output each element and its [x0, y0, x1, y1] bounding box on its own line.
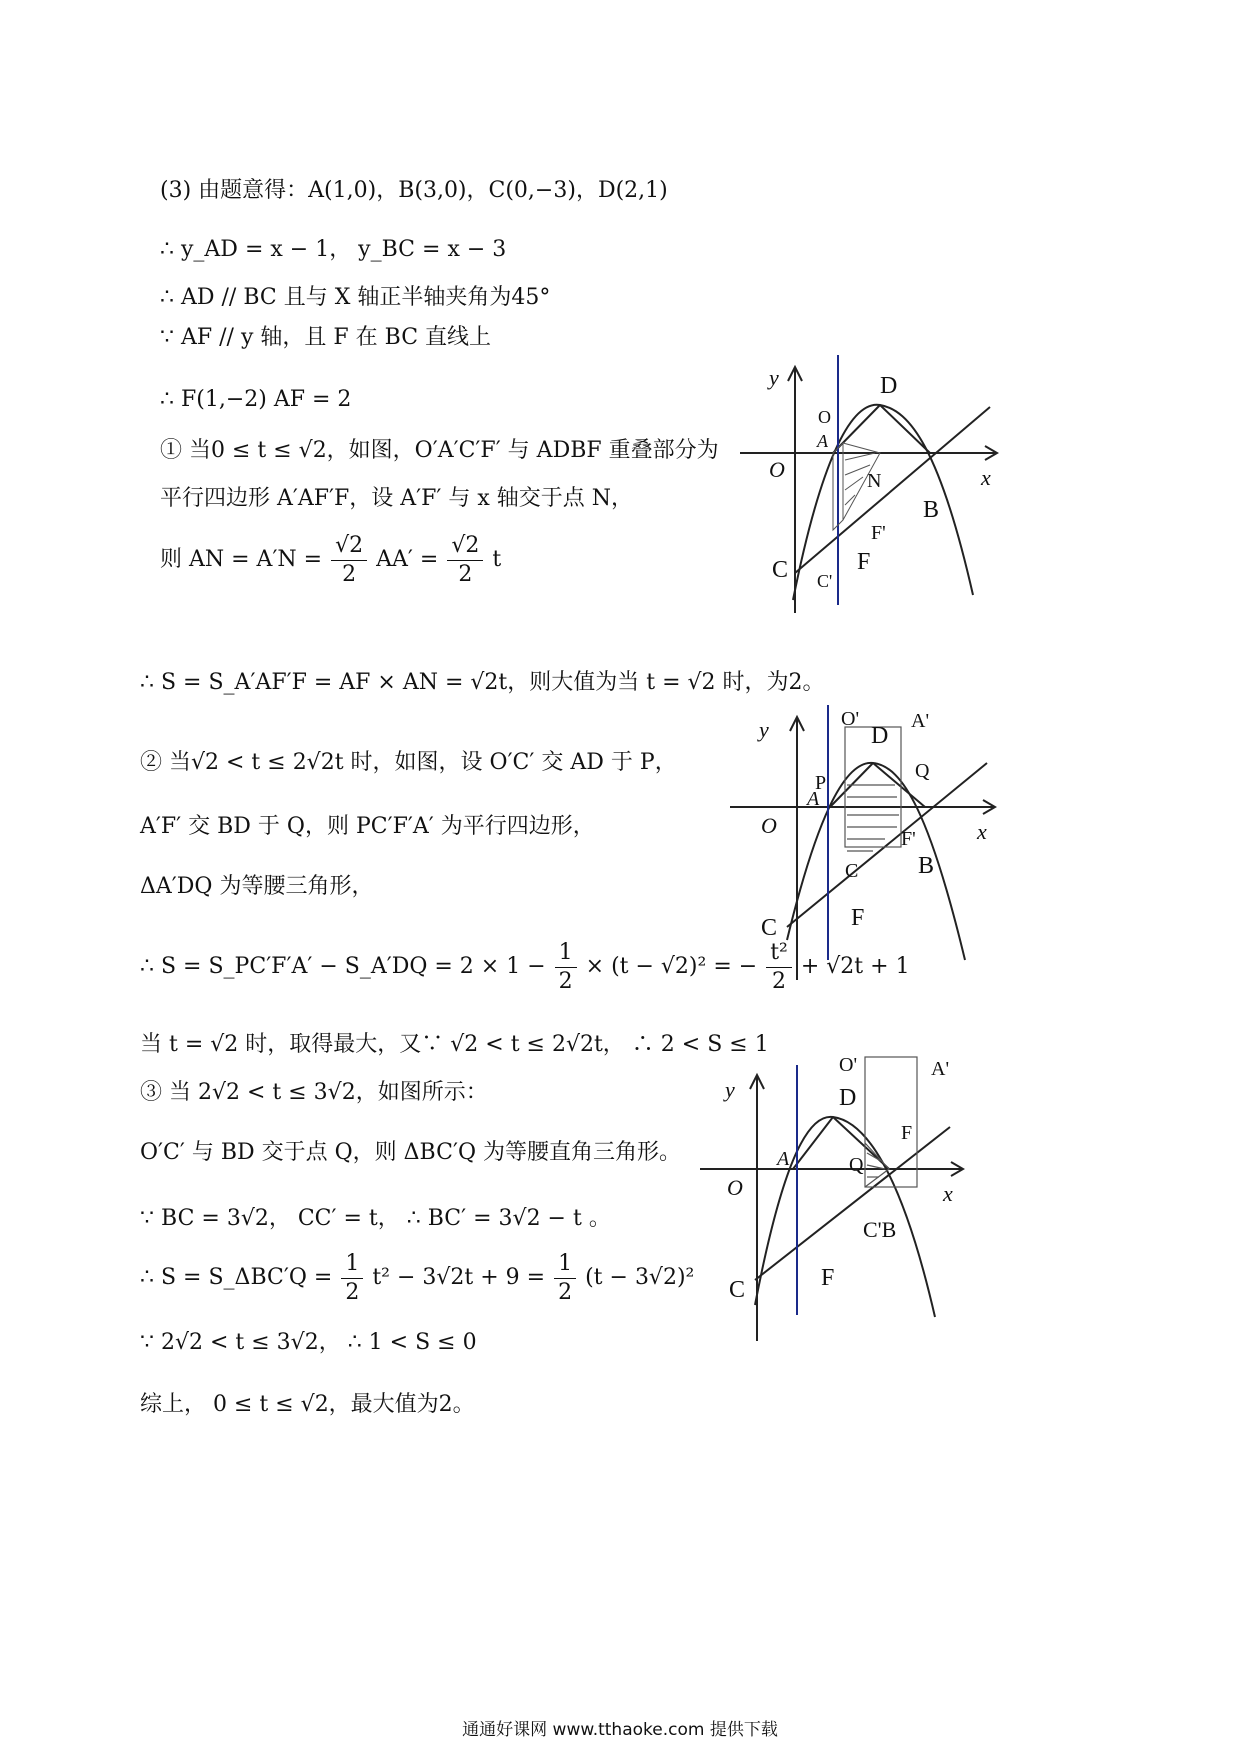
- label-o-prime: O: [818, 407, 831, 427]
- denominator: 2: [342, 561, 357, 587]
- label-y: y: [759, 717, 769, 742]
- case3-triangle: O′C′ 与 BD 交于点 Q，则 ΔBC′Q 为等腰直角三角形。: [140, 1140, 681, 1165]
- label-q: Q: [915, 760, 930, 782]
- label-x: x: [943, 1181, 953, 1206]
- figure-case3: [695, 1045, 980, 1345]
- label-c-prime: C: [845, 860, 859, 882]
- label-c: C: [772, 557, 789, 583]
- label-x: x: [977, 819, 987, 844]
- case1-area: ∴ S = S_A′AF′F = AF × AN = √2t，则大值为当 t = √2 时，为2。: [140, 670, 825, 695]
- af-parallel-statement: ∵ AF // y 轴，且 F 在 BC 直线上: [160, 325, 492, 350]
- case3-area-formula: [140, 1246, 694, 1310]
- label-origin: O: [727, 1175, 743, 1200]
- label-a: A: [817, 431, 828, 451]
- label-d: D: [839, 1085, 857, 1111]
- label-n: N: [867, 470, 882, 492]
- formula-suffix: (t − 3√2)²: [585, 1265, 695, 1290]
- point-f-statement: ∴ F(1,−2) AF = 2: [160, 387, 352, 412]
- formula-middle: AA′ =: [376, 547, 439, 572]
- numerator: 1: [555, 939, 577, 968]
- denominator: 2: [345, 1279, 360, 1305]
- fraction: [554, 1250, 576, 1307]
- numerator: √2: [447, 532, 483, 561]
- hatch-line: [845, 453, 875, 460]
- formula-prefix: ∴ S = S_ΔBC′Q =: [140, 1265, 333, 1290]
- line-equations: ∴ y_AD = x − 1， y_BC = x − 3: [160, 237, 507, 262]
- label-b: B: [918, 853, 935, 879]
- formula-middle: t² − 3√2t + 9 =: [372, 1265, 546, 1290]
- case2-triangle: ΔA′DQ 为等腰三角形，: [140, 874, 374, 899]
- label-d: D: [880, 373, 898, 399]
- label-c-prime: C': [817, 571, 833, 591]
- label-c-prime-b: C'B: [863, 1217, 897, 1242]
- label-q: Q: [849, 1154, 864, 1176]
- denominator: 2: [558, 1279, 573, 1305]
- formula-suffix: t: [492, 547, 502, 572]
- fraction: [331, 532, 367, 589]
- fraction: [341, 1250, 363, 1307]
- label-c: C: [729, 1277, 746, 1303]
- label-b: B: [923, 497, 940, 523]
- label-origin: O: [769, 457, 785, 482]
- fraction: [555, 939, 577, 996]
- denominator: 2: [772, 968, 787, 994]
- formula-middle: × (t − √2)² = −: [585, 954, 758, 979]
- label-f-prime: F: [901, 1122, 913, 1144]
- case3-heading: ③ 当 2√2 < t ≤ 3√2，如图所示：: [140, 1080, 488, 1105]
- label-a-prime: A': [911, 710, 930, 732]
- parabola: [755, 1117, 935, 1317]
- label-y: y: [725, 1077, 735, 1102]
- step3-given-points: (3) 由题意得：A(1,0)，B(3,0)，C(0,−3)，D(2,1): [160, 178, 668, 203]
- label-o-prime: O': [839, 1054, 858, 1076]
- fraction: [447, 532, 483, 589]
- label-x: x: [981, 465, 991, 490]
- case1-parallelogram: 平行四边形 A′AF′F，设 A′F′ 与 x 轴交于点 N，: [160, 486, 634, 511]
- parallel-statement: ∴ AD // BC 且与 X 轴正半轴夹角为45°: [160, 285, 551, 310]
- label-f: F: [821, 1265, 835, 1291]
- line-db: [880, 405, 930, 453]
- footer-source: 通通好课网 www.tthaoke.com 提供下载: [462, 1720, 778, 1740]
- label-a: A: [807, 788, 820, 810]
- case2-parallelogram: A′F′ 交 BD 于 Q，则 PC′F′A′ 为平行四边形，: [140, 814, 595, 839]
- figure-case1: [735, 355, 1010, 620]
- label-a: A: [777, 1148, 790, 1170]
- numerator: 1: [554, 1250, 576, 1279]
- label-a-prime: A': [931, 1058, 950, 1080]
- formula-suffix: + √2t + 1: [800, 954, 910, 979]
- formula-prefix: ∴ S = S_PC′F′A′ − S_A′DQ = 2 × 1 −: [140, 954, 546, 979]
- case2-max: 当 t = √2 时，取得最大，又∵ √2 < t ≤ 2√2t， ∴ 2 < S ≤ 1: [140, 1032, 769, 1057]
- numerator: √2: [331, 532, 367, 561]
- case1-an-formula: [160, 530, 501, 590]
- label-y: y: [769, 365, 779, 390]
- case3-lengths: ∵ BC = 3√2， CC′ = t， ∴ BC′ = 3√2 − t 。: [140, 1206, 611, 1231]
- label-p: P: [815, 772, 827, 794]
- label-f-prime: F': [901, 828, 916, 850]
- numerator: 1: [341, 1250, 363, 1279]
- label-c: C: [761, 915, 778, 941]
- formula-prefix: 则 AN = A′N =: [160, 547, 323, 572]
- label-f-prime: F': [871, 522, 886, 544]
- label-f: F: [851, 905, 865, 931]
- conclusion: 综上， 0 ≤ t ≤ √2，最大值为2。: [140, 1392, 475, 1417]
- label-f: F: [857, 549, 871, 575]
- case2-heading: ② 当√2 < t ≤ 2√2t 时，如图，设 O′C′ 交 AD 于 P，: [140, 750, 677, 775]
- label-origin: O: [761, 813, 777, 838]
- figure-case2: [725, 705, 1015, 985]
- denominator: 2: [458, 561, 473, 587]
- numerator: t²: [766, 939, 792, 968]
- label-o-prime: O': [841, 708, 860, 730]
- case1-heading: ① 当0 ≤ t ≤ √2，如图，O′A′C′F′ 与 ADBF 重叠部分为: [160, 438, 719, 463]
- case3-range: ∵ 2√2 < t ≤ 3√2， ∴ 1 < S ≤ 0: [140, 1330, 477, 1355]
- denominator: 2: [558, 968, 573, 994]
- label-d: D: [871, 723, 889, 749]
